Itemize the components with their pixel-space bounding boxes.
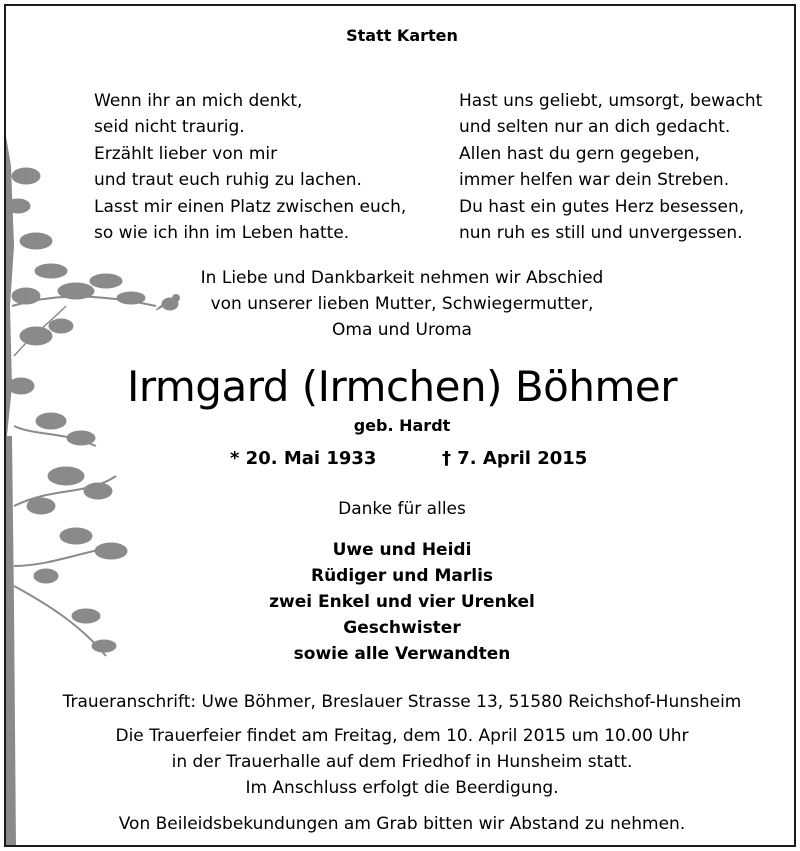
ceremony-line: Im Anschluss erfolgt die Beerdigung. — [245, 778, 559, 798]
poem-line: und traut euch ruhig zu lachen. — [94, 170, 362, 191]
poem-line: Erzählt lieber von mir — [94, 143, 278, 164]
birth-date: * 20. Mai 1933 — [230, 448, 377, 469]
closing-note: Von Beileidsbekundungen am Grab bitten wir Abstand zu nehmen. — [118, 814, 686, 834]
ceremony-line: Die Trauerfeier findet am Freitag, dem 10. April 2015 um 10.00 Uhr — [115, 726, 689, 746]
thanks-line: Danke für alles — [338, 499, 466, 519]
poem-line: immer helfen war dein Streben. — [459, 170, 730, 191]
intro-line: Oma und Uroma — [332, 320, 472, 340]
header-statt-karten: Statt Karten — [346, 26, 458, 45]
poem-left-column — [94, 88, 406, 246]
mourner-line: zwei Enkel und vier Urenkel — [269, 592, 535, 612]
poem-line: Hast uns geliebt, umsorgt, bewacht — [459, 91, 763, 111]
poem-line: Lasst mir einen Platz zwischen euch, — [94, 196, 407, 217]
poem-right-column — [459, 88, 762, 246]
death-date: † 7. April 2015 — [442, 448, 588, 469]
poem-line: so wie ich ihn im Leben hatte. — [94, 222, 350, 243]
mourner-line: Geschwister — [343, 618, 461, 638]
poem-line: Wenn ihr an mich denkt, — [94, 91, 303, 111]
intro-line: In Liebe und Dankbarkeit nehmen wir Abschied — [200, 268, 604, 288]
ceremony-line: in der Trauerhalle auf dem Friedhof in Hunsheim statt. — [171, 752, 633, 772]
poem-line: Allen hast du gern gegeben, — [459, 143, 700, 164]
intro-line: von unserer lieben Mutter, Schwiegermutter, — [210, 294, 594, 314]
poem-line: nun ruh es still und unvergessen. — [459, 222, 743, 243]
deceased-name: Irmgard (Irmchen) Böhmer — [126, 362, 678, 411]
mourning-address: Traueranschrift: Uwe Böhmer, Breslauer Strasse 13, 51580 Reichshof-Hunsheim — [62, 692, 742, 712]
poem-line: Du hast ein gutes Herz besessen, — [459, 196, 745, 217]
maiden-name: geb. Hardt — [353, 416, 451, 435]
obituary-frame — [4, 4, 796, 847]
mourner-line: Uwe und Heidi — [332, 540, 472, 560]
poem-line: und selten nur an dich gedacht. — [459, 117, 731, 138]
mourner-line: Rüdiger und Marlis — [310, 566, 494, 586]
poem-line: seid nicht traurig. — [94, 117, 245, 138]
mourner-line: sowie alle Verwandten — [293, 644, 511, 664]
